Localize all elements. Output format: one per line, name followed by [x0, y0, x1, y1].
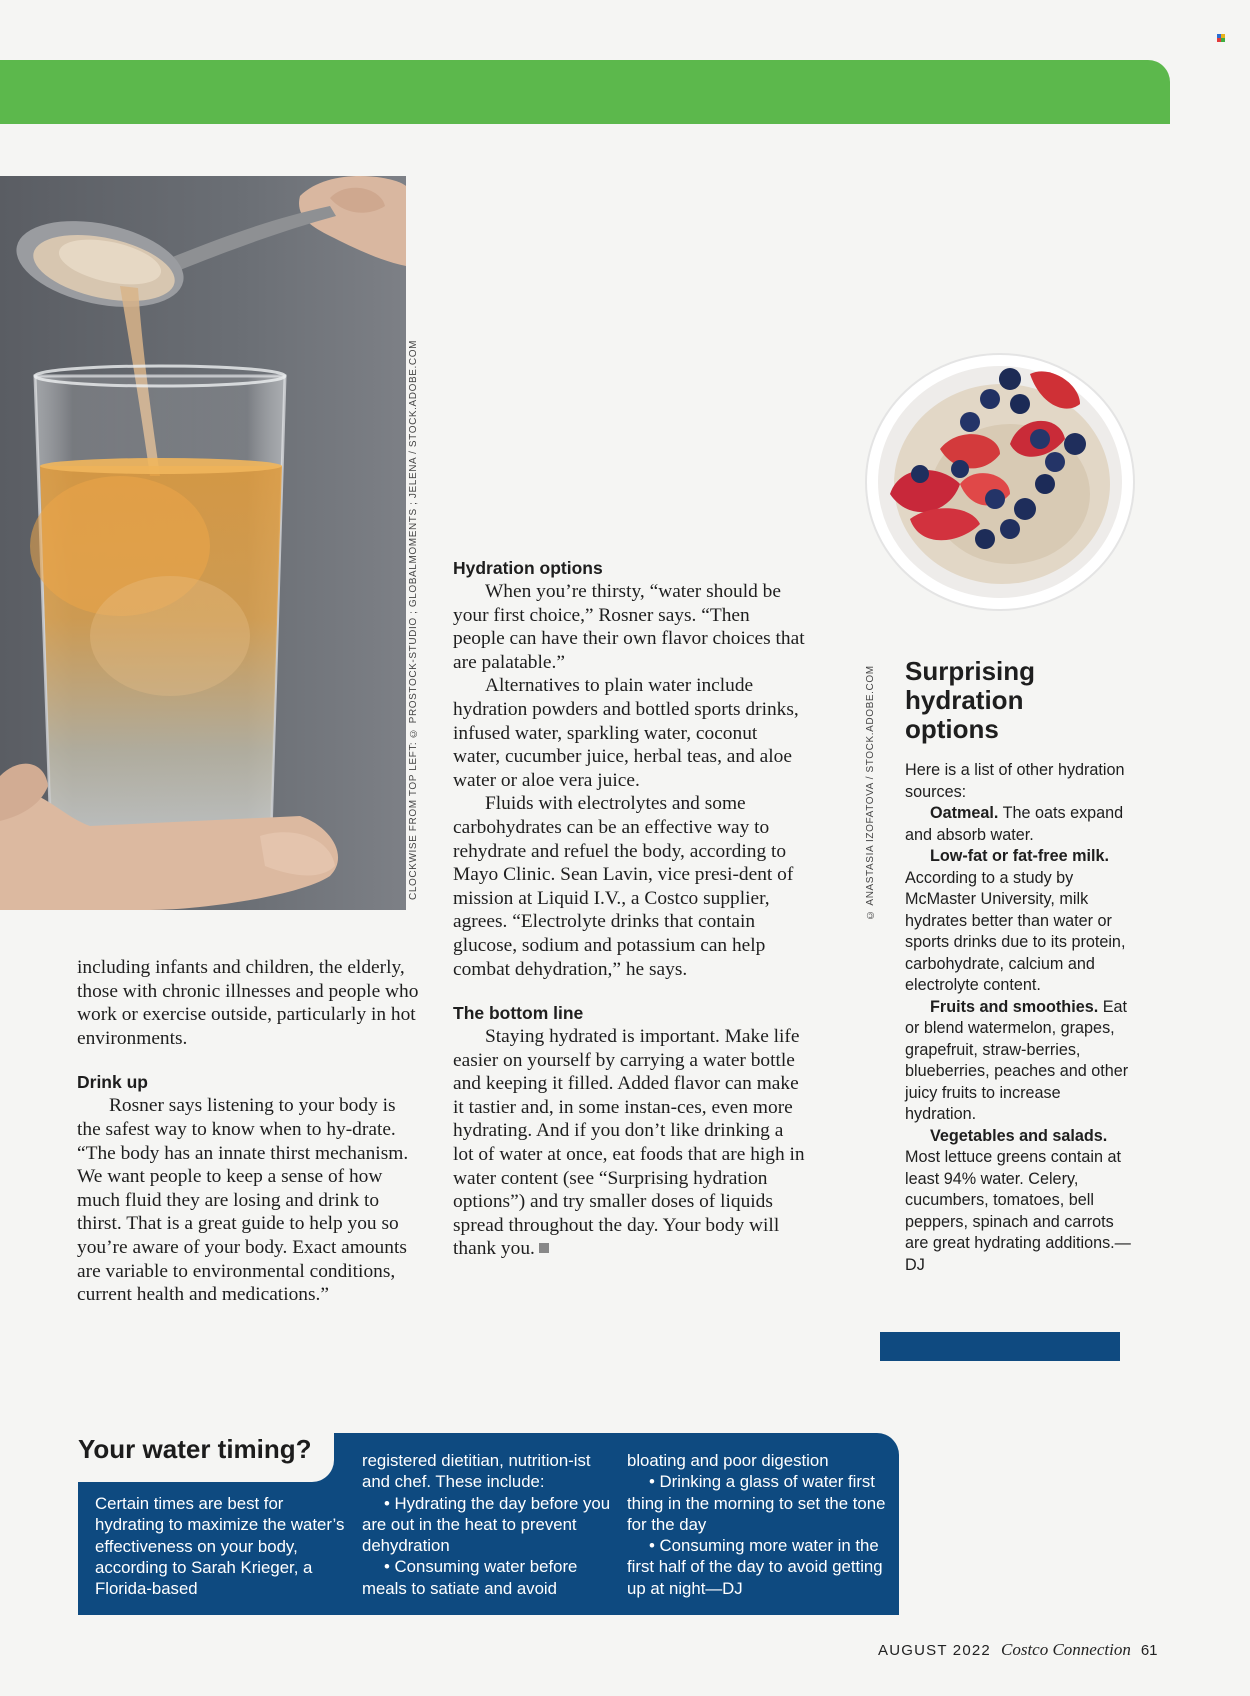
water-timing-bullet: • Consuming water before meals to satiate and avoid [362, 1557, 578, 1598]
middle-paragraph-4: Staying hydrated is important. Make life easier on yourself by carrying a water bottle and keeping it filled. Added flavor can make it tastier and, in some instan-ces, even more hydrating. And if you don’t like drinking a lot of water at once, eat foods that are high in water content (see “Surprising hydration options”) and try smaller doses of liquids spread throughout the day. Your body will thank you. [453, 1026, 805, 1260]
photo-credit-right: © ANASTASIA IZOFATOVA / STOCK.ADOBE.COM [865, 665, 876, 920]
footer-magazine: Costco Connection [1000, 1640, 1131, 1659]
bottom-line-heading: The bottom line [453, 1003, 584, 1024]
sidebar-item [905, 997, 1135, 1126]
surprising-hydration-sidebar [905, 657, 1135, 1276]
sidebar-item [905, 1126, 1135, 1277]
water-timing-text: bloating and poor digestion [627, 1451, 829, 1470]
sidebar-item [905, 846, 1135, 997]
photo-credit-left: CLOCKWISE FROM TOP LEFT: © PROSTOCK-STUDIO ; GLOBALMOMENTS ; JELENA / STOCK.ADOBE.COM [408, 339, 419, 900]
middle-paragraph-1: When you’re thirsty, “water should be your first choice,” Rosner says. “Then people can have their own flavor choices that are palatable.” [453, 581, 805, 673]
left-paragraph-2: Rosner says listening to your body is the safest way to know when to hy-drate. “The body has an innate thirst mechanism. We want people to keep a sense of how much fluid they are losing and drink to thirst. That is a great guide to help you so you’re aware of your body. Exact amounts are variable to environmental conditions, current health and medications.” [77, 1095, 409, 1306]
sidebar-item-head: Oatmeal. [930, 804, 999, 822]
oatmeal-bowl-photo [860, 344, 1140, 614]
sidebar-item [905, 803, 1135, 846]
sidebar-title-line-2: hydration [905, 685, 1024, 715]
sidebar-title [905, 657, 1135, 744]
water-timing-col-2 [362, 1450, 618, 1599]
water-timing-bullet: • Drinking a glass of water first thing in the morning to set the tone for the day [627, 1472, 886, 1534]
sidebar-item-text: Eat or blend watermelon, grapes, grapefruit, straw-berries, blueberries, peaches and other juicy fruits to increase hydration. [905, 997, 1129, 1123]
middle-column [453, 556, 806, 1261]
top-banner [0, 60, 1170, 124]
footer-date: AUGUST 2022 [878, 1642, 991, 1659]
sidebar-item-head: Low-fat or fat-free milk. [930, 847, 1109, 865]
sidebar-bottom-bar [880, 1332, 1120, 1361]
end-mark-icon [539, 1243, 549, 1253]
middle-paragraph-3: Fluids with electrolytes and some carbohydrates can be an effective way to rehydrate and refuel the body, according to Mayo Clinic. Sean Lavin, vice presi-dent of mission at Liquid I.V., a Costco supplier, agrees. “Electrolyte drinks that contain glucose, sodium and potassium can help combat dehydration,” he says. [453, 793, 794, 980]
water-timing-bullet: • Hydrating the day before you are out in the heat to prevent dehydration [362, 1493, 611, 1556]
left-paragraph-1: including infants and children, the elderly, those with chronic illnesses and people who work or exercise outside, particularly in hot environments. [77, 957, 419, 1049]
hydration-powder-photo [0, 176, 406, 910]
water-timing-text: registered dietitian, nutrition-ist and chef. These include: [362, 1451, 591, 1492]
sidebar-title-line-3: options [905, 714, 999, 744]
page-footer [878, 1640, 1158, 1660]
water-timing-bullet: • Consuming more water in the first half of the day to avoid getting up at night—DJ [627, 1536, 883, 1598]
page-number: 61 [1140, 1642, 1158, 1659]
sidebar-intro: Here is a list of other hydration sources: [905, 761, 1125, 801]
drink-up-heading: Drink up [77, 1072, 148, 1093]
middle-paragraph-2: Alternatives to plain water include hydration powders and bottled sports drinks, infused water, sparkling water, coconut water, cucumber juice, herbal teas, and aloe water or aloe vera juice. [453, 675, 799, 791]
registration-mark-icon [1217, 34, 1225, 42]
sidebar-item-text: Most lettuce greens contain at least 94% water. Celery, cucumbers, tomatoes, bell peppers, spinach and carrots are great hydrating additions.—DJ [905, 1148, 1131, 1274]
water-timing-intro: Certain times are best for hydrating to maximize the water’s effectiveness on your body, according to Sarah Krieger, a Florida-based [95, 1494, 345, 1599]
sidebar-item-head: Fruits and smoothies. [930, 997, 1099, 1016]
water-timing-col-1 [95, 1493, 351, 1599]
left-column [77, 956, 422, 1307]
sidebar-item-text: The oats expand and absorb water. [905, 804, 1124, 844]
hydration-options-heading: Hydration options [453, 558, 603, 578]
sidebar-item-text: According to a study by McMaster University, milk hydrates better than water or sports drinks due to its protein, carbohydrate, calcium and electrolyte content. [905, 868, 1126, 994]
sidebar-item-head: Vegetables and salads. [930, 1126, 1108, 1145]
water-timing-col-3 [627, 1450, 889, 1599]
water-timing-title: Your water timing? [78, 1434, 312, 1464]
sidebar-title-line-1: Surprising [905, 656, 1036, 686]
